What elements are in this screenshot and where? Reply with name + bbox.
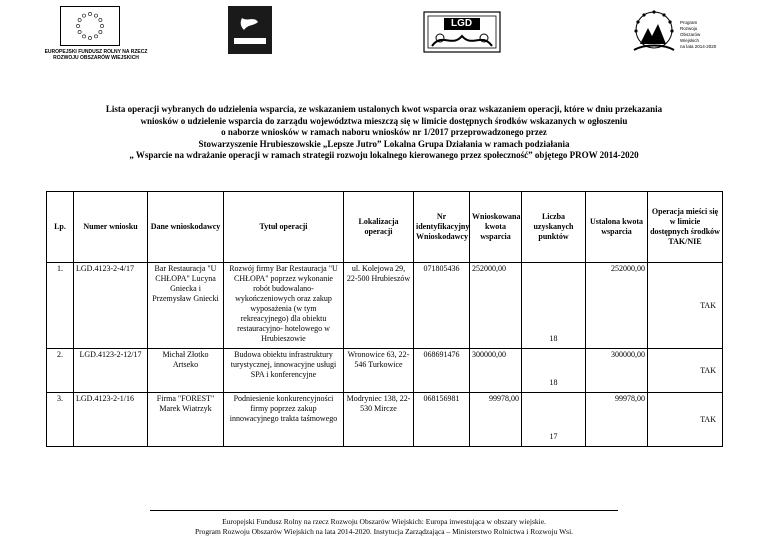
page-footer [0,517,768,537]
limit-value: TAK [700,365,716,375]
header-limit: Operacja mieści się w limicie dostępnych środków TAK/NIE [648,192,723,263]
heading-line: Stowarzyszenie Hrubieszowskie „Lepsze Jutro” Lokalna Grupa Działania w ramach podziałania [198,138,570,149]
footer-line: Europejski Fundusz Rolny na rzecz Rozwoju Obszarów Wiejskich: Europa inwestująca w obszary wiejskie. [222,517,546,526]
lgd-logo [422,4,502,60]
header-lokalizacja: Lokalizacja operacji [344,192,414,263]
cell-lp: 3. [47,393,74,447]
footer-line: Program Rozwoju Obszarów Wiejskich na lata 2014-2020. Instytucja Zarządzająca – Ministerstwo Rolnictwa i Rozwoju Wsi. [194,527,574,536]
heading-line: o naborze wniosków w ramach naboru wniosków nr 1/2017 przeprowadzonego przez [221,127,547,137]
header-wnioskowana: Wnioskowana kwota wsparcia [470,192,522,263]
heading-line: „ Wsparcie na wdrażanie operacji w ramach strategii rozwoju lokalnego kierowanego przez społeczność” objętego PROW 2014-2020 [129,150,639,160]
eu-caption: EUROPEJSKI FUNDUSZ ROLNY NA RZECZ ROZWOJU OBSZARÓW WIEJSKICH [44,49,148,61]
cell-limit [648,393,723,447]
header-numer: Numer wniosku [74,192,148,263]
table-header-row [47,192,723,263]
cell-ustalona: 252000,00 [586,263,648,349]
cell-numer: LGD.4123-2-12/17 [74,349,148,393]
cell-wnioskowana: 99978,00 [470,393,522,447]
cell-ustalona: 300000,00 [586,349,648,393]
header-nr-id: Nr identyfikacyjny Wnioskodawcy [414,192,470,263]
header-lp: Lp. [47,192,74,263]
cell-lokalizacja: ul. Kolejowa 29, 22-500 Hrubieszów [344,263,414,349]
cell-tytul: Rozwój firmy Bar Restauracja "U CHŁOPA" poprzez wykonanie robót budowalano- wykończeniowych oraz zakup wyposażenia (w tym rekreacyjnego) dla obiektu restauracyjno- hotelowego w Hrubieszowie [224,263,344,349]
cell-tytul: Podniesienie konkurencyjności firmy poprzez zakup innowacyjnego trakta taśmowego [224,393,344,447]
table-row [47,263,723,349]
cell-nr-id: 068691476 [414,349,470,393]
limit-value: TAK [700,300,716,310]
cell-punkty [522,349,586,393]
cell-dane: Bar Restauracja "U CHŁOPA" Lucyna Gniecka i Przemysław Gniecki [148,263,224,349]
prow-caption: Program Rozwoju Obszarów Wiejskich na lata 2014-2020 [680,20,717,49]
eu-flag-logo [60,6,120,46]
cell-numer: LGD.4123-2-1/16 [74,393,148,447]
cell-dane: Michał Złotko Artseko [148,349,224,393]
header-dane: Dane wnioskodawcy [148,192,224,263]
cell-limit [648,349,723,393]
header-ustalona: Ustalona kwota wsparcia [586,192,648,263]
cell-wnioskowana: 300000,00 [470,349,522,393]
cell-lp: 2. [47,349,74,393]
footer-divider [150,510,618,511]
logo-bar [0,0,768,80]
operations-table [46,191,723,447]
cell-nr-id: 071805436 [414,263,470,349]
cell-nr-id: 068156981 [414,393,470,447]
cell-lokalizacja: Modryniec 138, 22-530 Mircze [344,393,414,447]
header-tytul: Tytuł operacji [224,192,344,263]
cell-tytul: Budowa obiektu infrastruktury turystycznej, innowacyjne usługi SPA i konferencyjne [224,349,344,393]
points-value: 17 [549,432,558,441]
points-value: 18 [549,334,558,343]
cell-lokalizacja: Wronowice 63, 22-546 Turkowice [344,349,414,393]
cell-lp: 1. [47,263,74,349]
table-row [47,349,723,393]
header-punkty: Liczba uzyskanych punktów [522,192,586,263]
leader-logo [228,6,272,54]
document-heading [20,104,748,162]
cell-punkty [522,393,586,447]
points-value: 18 [549,378,558,387]
heading-line: Lista operacji wybranych do udzielenia wsparcia, ze wskazaniem ustalonych kwot wsparcia oraz wskazaniem operacji, które w dniu przekazania [105,104,663,114]
cell-limit [648,263,723,349]
cell-punkty [522,263,586,349]
lgd-logo-text: LGD [451,18,473,29]
table-row [47,393,723,447]
heading-line: wniosków o udzielenie wsparcia do zarządu województwa mieszczą się w limicie dostępnych środków wskazanych w ogłoszeniu [140,115,628,126]
cell-numer: LGD.4123-2-4/17 [74,263,148,349]
cell-ustalona: 99978,00 [586,393,648,447]
cell-dane: Firma "FOREST" Marek Wiatrzyk [148,393,224,447]
cell-wnioskowana: 252000,00 [470,263,522,349]
limit-value: TAK [700,414,716,424]
